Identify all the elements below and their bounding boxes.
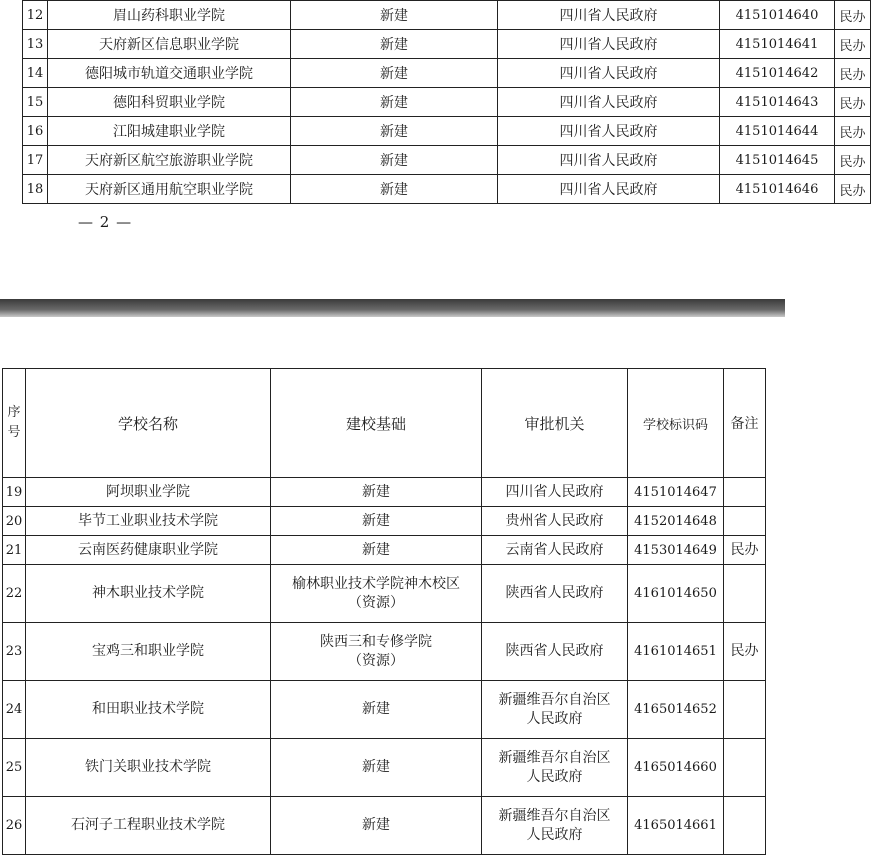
row-number: 15 xyxy=(23,88,48,117)
school-id-code: 4161014651 xyxy=(628,623,724,681)
founding-basis-line-1: 陕西三和专修学院 xyxy=(320,633,432,650)
founding-basis xyxy=(271,797,482,855)
row-number: 18 xyxy=(23,175,48,204)
row-number: 14 xyxy=(23,59,48,88)
approval-authority: 四川省人民政府 xyxy=(498,30,720,59)
school-name: 天府新区信息职业学院 xyxy=(48,30,291,59)
school-list-table-page-2 xyxy=(22,0,871,204)
school-id-code: 4152014648 xyxy=(628,507,724,536)
approval-authority xyxy=(482,565,628,623)
approval-authority xyxy=(482,739,628,797)
remark: 民办 xyxy=(835,146,871,175)
approval-authority: 四川省人民政府 xyxy=(482,478,628,507)
approval-authority-line-2: 人民政府 xyxy=(526,768,583,785)
approval-authority-line-1: 陕西省人民政府 xyxy=(505,643,604,659)
founding-basis: 新建 xyxy=(271,536,482,565)
school-name: 阿坝职业学院 xyxy=(26,478,271,507)
school-id-code: 4161014650 xyxy=(628,565,724,623)
founding-basis-line-2: （资源） xyxy=(348,652,404,669)
table-row xyxy=(23,88,871,117)
founding-basis: 新建 xyxy=(271,507,482,536)
approval-authority-line-1: 陕西省人民政府 xyxy=(505,585,604,601)
table-row xyxy=(23,59,871,88)
school-list-table-page-3 xyxy=(2,368,766,855)
remark xyxy=(724,478,766,507)
remark: 民办 xyxy=(724,536,766,565)
school-id-code: 4151014640 xyxy=(720,1,835,30)
approval-authority: 贵州省人民政府 xyxy=(482,507,628,536)
approval-authority-line-1: 新疆维吾尔自治区 xyxy=(498,691,611,708)
founding-basis xyxy=(271,681,482,739)
school-name: 毕节工业职业技术学院 xyxy=(26,507,271,536)
school-name: 德阳城市轨道交通职业学院 xyxy=(48,59,291,88)
row-number: 19 xyxy=(3,478,26,507)
row-number: 26 xyxy=(3,797,26,855)
school-name: 和田职业技术学院 xyxy=(26,681,271,739)
header-approval-authority: 审批机关 xyxy=(482,369,628,478)
founding-basis: 新建 xyxy=(291,1,498,30)
row-number: 17 xyxy=(23,146,48,175)
approval-authority: 四川省人民政府 xyxy=(498,1,720,30)
school-id-code: 4165014652 xyxy=(628,681,724,739)
founding-basis xyxy=(271,739,482,797)
page-number: — 2 — xyxy=(78,213,133,231)
table-row xyxy=(23,146,871,175)
header-serial-number xyxy=(3,369,26,478)
remark xyxy=(724,739,766,797)
table-row xyxy=(3,739,766,797)
table-header-row xyxy=(3,369,766,478)
school-id-code: 4165014661 xyxy=(628,797,724,855)
school-id-code: 4151014644 xyxy=(720,117,835,146)
founding-basis-line-1: 新建 xyxy=(362,759,390,775)
founding-basis: 新建 xyxy=(291,175,498,204)
founding-basis: 新建 xyxy=(291,146,498,175)
row-number: 22 xyxy=(3,565,26,623)
table-row xyxy=(23,30,871,59)
founding-basis-line-2: （资源） xyxy=(348,594,404,611)
school-name: 云南医药健康职业学院 xyxy=(26,536,271,565)
school-id-code: 4165014660 xyxy=(628,739,724,797)
header-school-id-code: 学校标识码 xyxy=(628,369,724,478)
table-row xyxy=(23,117,871,146)
approval-authority xyxy=(482,681,628,739)
founding-basis: 新建 xyxy=(271,478,482,507)
table-row xyxy=(3,536,766,565)
row-number: 13 xyxy=(23,30,48,59)
table-row xyxy=(3,565,766,623)
header-remark: 备注 xyxy=(724,369,766,478)
table-row xyxy=(3,507,766,536)
header-serial-char-1: 序 xyxy=(7,405,21,420)
founding-basis-line-1: 榆林职业技术学院神木校区 xyxy=(292,575,460,592)
remark: 民办 xyxy=(835,175,871,204)
approval-authority: 云南省人民政府 xyxy=(482,536,628,565)
table-row xyxy=(3,797,766,855)
remark: 民办 xyxy=(835,1,871,30)
school-name: 神木职业技术学院 xyxy=(26,565,271,623)
founding-basis-line-1: 新建 xyxy=(362,701,390,717)
remark xyxy=(724,797,766,855)
header-serial-char-2: 号 xyxy=(7,425,21,440)
table-row xyxy=(3,478,766,507)
header-founding-basis: 建校基础 xyxy=(271,369,482,478)
remark: 民办 xyxy=(835,30,871,59)
school-id-code: 4151014641 xyxy=(720,30,835,59)
school-id-code: 4151014642 xyxy=(720,59,835,88)
school-id-code: 4151014646 xyxy=(720,175,835,204)
header-school-name: 学校名称 xyxy=(26,369,271,478)
table-row xyxy=(3,623,766,681)
school-name: 江阳城建职业学院 xyxy=(48,117,291,146)
founding-basis: 新建 xyxy=(291,30,498,59)
row-number: 12 xyxy=(23,1,48,30)
school-name: 石河子工程职业技术学院 xyxy=(26,797,271,855)
remark xyxy=(724,507,766,536)
row-number: 16 xyxy=(23,117,48,146)
remark: 民办 xyxy=(835,88,871,117)
approval-authority xyxy=(482,797,628,855)
founding-basis: 新建 xyxy=(291,59,498,88)
founding-basis: 新建 xyxy=(291,117,498,146)
school-id-code: 4151014645 xyxy=(720,146,835,175)
approval-authority: 四川省人民政府 xyxy=(498,117,720,146)
table-row xyxy=(23,175,871,204)
school-name: 铁门关职业技术学院 xyxy=(26,739,271,797)
row-number: 21 xyxy=(3,536,26,565)
row-number: 20 xyxy=(3,507,26,536)
school-name: 眉山药科职业学院 xyxy=(48,1,291,30)
school-name: 天府新区航空旅游职业学院 xyxy=(48,146,291,175)
school-name: 宝鸡三和职业学院 xyxy=(26,623,271,681)
school-id-code: 4153014649 xyxy=(628,536,724,565)
remark: 民办 xyxy=(724,623,766,681)
approval-authority-line-1: 新疆维吾尔自治区 xyxy=(498,749,611,766)
founding-basis xyxy=(271,565,482,623)
remark xyxy=(724,681,766,739)
row-number: 25 xyxy=(3,739,26,797)
approval-authority: 四川省人民政府 xyxy=(498,146,720,175)
table-row xyxy=(23,1,871,30)
remark: 民办 xyxy=(835,117,871,146)
remark: 民办 xyxy=(835,59,871,88)
approval-authority-line-2: 人民政府 xyxy=(526,826,583,843)
school-name: 德阳科贸职业学院 xyxy=(48,88,291,117)
school-id-code: 4151014643 xyxy=(720,88,835,117)
approval-authority-line-2: 人民政府 xyxy=(526,710,583,727)
row-number: 24 xyxy=(3,681,26,739)
founding-basis xyxy=(271,623,482,681)
remark xyxy=(724,565,766,623)
approval-authority: 四川省人民政府 xyxy=(498,88,720,117)
approval-authority-line-1: 新疆维吾尔自治区 xyxy=(498,807,611,824)
founding-basis: 新建 xyxy=(291,88,498,117)
row-number: 23 xyxy=(3,623,26,681)
approval-authority: 四川省人民政府 xyxy=(498,175,720,204)
table-row xyxy=(3,681,766,739)
founding-basis-line-1: 新建 xyxy=(362,817,390,833)
approval-authority: 四川省人民政府 xyxy=(498,59,720,88)
approval-authority xyxy=(482,623,628,681)
school-id-code: 4151014647 xyxy=(628,478,724,507)
school-name: 天府新区通用航空职业学院 xyxy=(48,175,291,204)
page-separator xyxy=(0,299,785,317)
